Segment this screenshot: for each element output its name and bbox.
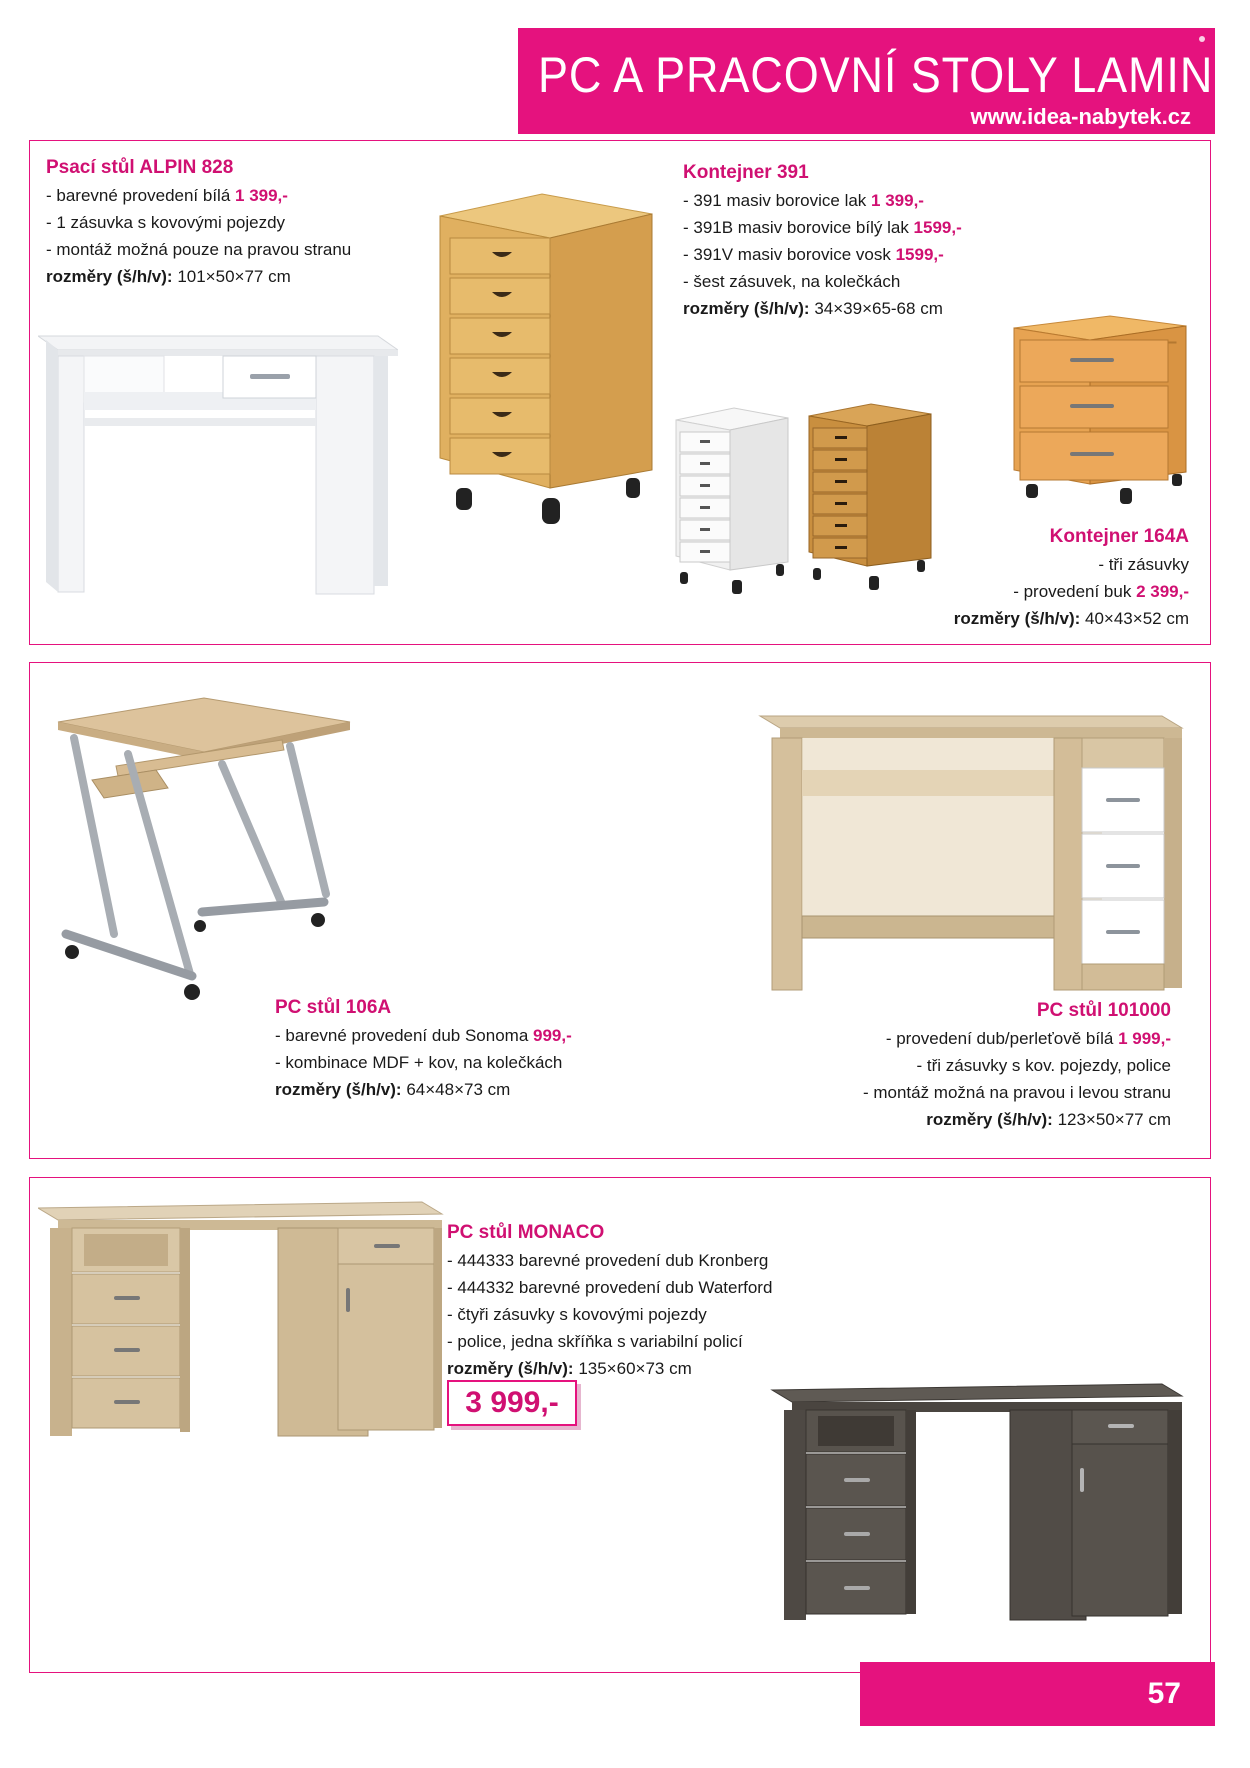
pc106a-color-text: - barevné provedení dub Sonoma — [275, 1026, 534, 1045]
alpin-desk-image — [38, 328, 398, 600]
k391-dims-value: 34×39×65-68 cm — [809, 299, 943, 318]
kontejner-391-title: Kontejner 391 — [683, 162, 809, 183]
pc106a-line-dims — [275, 1076, 572, 1103]
pc101000-line-mount: - montáž možná na pravou i levou stranu — [862, 1083, 1171, 1102]
k391-line-dims — [683, 295, 962, 322]
alpin-dims-value: 101×50×77 cm — [172, 267, 291, 286]
header-banner — [518, 28, 1250, 134]
page-number: 57 — [860, 1662, 1215, 1726]
pc101000-dims-label: rozměry (š/h/v): — [926, 1110, 1053, 1129]
k164a-line-buk — [954, 578, 1189, 605]
pc106a-dims-value: 64×48×73 cm — [401, 1080, 511, 1099]
k164a-line-drawers: - tři zásuvky — [1098, 555, 1189, 574]
pc-101000-image — [758, 710, 1184, 996]
pc-106a-title: PC stůl 106A — [275, 997, 392, 1018]
k391-line-drawers: - šest zásuvek, na kolečkách — [683, 272, 901, 291]
k391-vosk-price: 1599,- — [895, 245, 944, 264]
alpin-price: 1 399,- — [235, 186, 288, 205]
kontejner-164a-info — [954, 523, 1189, 632]
pc106a-line-material: - kombinace MDF + kov, na kolečkách — [275, 1053, 563, 1072]
alpin-info — [46, 154, 351, 290]
pc101000-line-drawers: - tři zásuvky s kov. pojezdy, police — [916, 1056, 1171, 1075]
monaco-price-box: 3 999,- — [447, 1380, 577, 1426]
k391-vosk-text: - 391V masiv borovice vosk — [683, 245, 896, 264]
k391-lak-text: - 391 masiv borovice lak — [683, 191, 872, 210]
monaco-line-drawers: - čtyři zásuvky s kovovými pojezdy — [447, 1305, 707, 1324]
pc106a-price: 999,- — [533, 1026, 572, 1045]
k164a-dims-value: 40×43×52 cm — [1080, 609, 1189, 628]
pc101000-line-color — [863, 1025, 1171, 1052]
monaco-dims-value: 135×60×73 cm — [573, 1359, 692, 1378]
k391-line-vosk — [683, 241, 962, 268]
pc-106a-image — [52, 694, 354, 1006]
pc-106a-info — [275, 994, 572, 1103]
kontejner-391-large-image — [432, 188, 658, 526]
alpin-line-drawer: - 1 zásuvka s kovovými pojezdy — [46, 213, 286, 232]
k391-line-lak — [683, 187, 962, 214]
alpin-dims-label: rozměry (š/h/v): — [46, 267, 173, 286]
kontejner-391b-image — [672, 404, 790, 596]
pc101000-price: 1 999,- — [1118, 1029, 1171, 1048]
k164a-price: 2 399,- — [1136, 582, 1189, 601]
k391-dims-label: rozměry (š/h/v): — [683, 299, 810, 318]
monaco-info — [447, 1219, 772, 1382]
pc101000-color-text: - provedení dub/perleťově bílá — [885, 1029, 1119, 1048]
monaco-kronberg-image — [38, 1198, 444, 1442]
kontejner-391v-image — [805, 400, 933, 592]
k164a-line-dims — [954, 605, 1189, 632]
pc106a-dims-label: rozměry (š/h/v): — [275, 1080, 402, 1099]
alpin-line-dims — [46, 263, 351, 290]
monaco-line-dims — [447, 1355, 772, 1382]
alpin-color-text: - barevné provedení bílá — [46, 186, 236, 205]
monaco-waterford-image — [770, 1382, 1184, 1628]
alpin-line-mount: - montáž možná pouze na pravou stranu — [46, 240, 352, 259]
k391-lak-price: 1 399,- — [871, 191, 924, 210]
decor-dot — [1199, 36, 1205, 42]
pc101000-line-dims — [863, 1106, 1171, 1133]
page-title: PC A PRACOVNÍ STOLY LAMINO — [538, 47, 1250, 103]
kontejner-391-info — [683, 159, 962, 322]
kontejner-164a-image — [1010, 312, 1188, 506]
monaco-line-kronberg: - 444333 barevné provedení dub Kronberg — [447, 1251, 769, 1270]
k391-bily-text: - 391B masiv borovice bílý lak — [683, 218, 914, 237]
kontejner-164a-title: Kontejner 164A — [1049, 526, 1189, 547]
monaco-dims-label: rozměry (š/h/v): — [447, 1359, 574, 1378]
pc-101000-info — [863, 997, 1171, 1133]
monaco-line-waterford: - 444332 barevné provedení dub Waterford — [447, 1278, 773, 1297]
alpin-line-color — [46, 182, 351, 209]
k391-bily-price: 1599,- — [913, 218, 962, 237]
k391-line-bily — [683, 214, 962, 241]
monaco-title: PC stůl MONACO — [447, 1222, 605, 1243]
monaco-line-shelf: - police, jedna skříňka s variabilní policí — [447, 1332, 743, 1351]
pc106a-line-color — [275, 1022, 572, 1049]
k164a-buk-text: - provedení buk — [1013, 582, 1137, 601]
alpin-title: Psací stůl ALPIN 828 — [46, 157, 234, 178]
pc-101000-title: PC stůl 101000 — [1036, 1000, 1171, 1021]
k164a-dims-label: rozměry (š/h/v): — [953, 609, 1081, 628]
pc101000-dims-value: 123×50×77 cm — [1052, 1110, 1171, 1129]
website-url[interactable]: www.idea-nabytek.cz — [970, 104, 1191, 129]
